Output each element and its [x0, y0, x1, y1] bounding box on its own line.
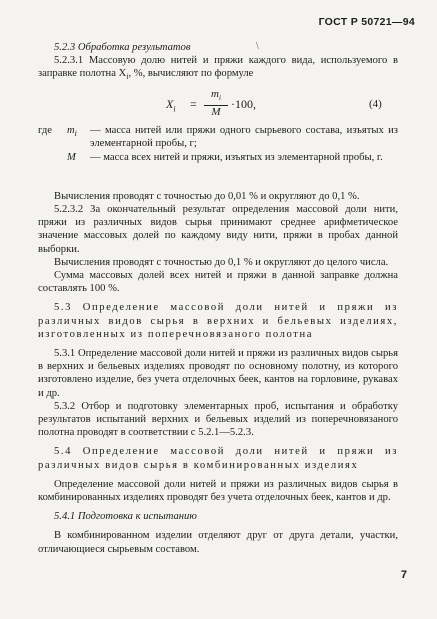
section-5-4-1-text: В комбинированном изделии отделяют друг от друга детали, участки, отличающиеся сырьевым составом.	[38, 530, 398, 555]
variable-definitions	[38, 124, 398, 190]
section-5-4-title: 5.4 Определение массовой доли нитей и пряжи из различных видов сырья в комбинированных изделиях	[38, 446, 398, 471]
section-5-4-1-title: 5.4.1 Подготовка к испытанию	[54, 511, 197, 523]
calc-precision-1: Вычисления проводят с точностью до 0,01 % и округляют до 0,1 %.	[54, 190, 360, 202]
section-5-3-2: 5.3.2 Отбор и подготовку элементарных проб, испытания и обработку результатов испытаний верхних и бельевых изделий из поперечновязаного полотна проводят в соответствии с 5.2.1—5.2.3.	[38, 400, 398, 439]
formula-fraction	[204, 88, 228, 119]
def-symbol-m: M	[67, 151, 76, 163]
section-5-4-text: Определение массовой доли нитей и пряжи из различных видов сырья в комбинированных изделиях проводят без учета отделочных беек, кантов и др.	[38, 478, 398, 503]
sum-requirement: Сумма массовых долей всех нитей и пряжи в данной заправке должна составлять 100 %.	[38, 269, 398, 295]
page-body	[38, 41, 398, 556]
where-label: где	[38, 124, 52, 136]
def-text-m: — масса всех нитей и пряжи, изъятых из элементарной пробы, г.	[90, 151, 383, 163]
section-5-2-3-1-text: 5.2.3.1 Массовую долю нитей и пряжи каждого вида, используемого в заправке полотна X	[38, 55, 398, 80]
section-5-3-title: 5.3 Определение массовой доли нитей и пряжи из различных видов сырья в верхних и бельевых изделиях, изготовленных из поперечновязаного полотна	[38, 302, 398, 340]
formula-equals: =	[190, 96, 197, 111]
page-number: 7	[400, 568, 407, 581]
formula-numerator: $m_i$	[204, 88, 228, 106]
formula-4	[38, 87, 398, 120]
def-text-mi: — масса нитей или пряжи одного сырьевого состава, изъятых из элементарной пробы, г;	[90, 124, 398, 149]
section-5-3-1: 5.3.1 Определение массовой доли нитей и пряжи из различных видов сырья в верхних и бельевых изделиях проводят по основному полотну, из которого изготовлено изделие, без учета отделочных беек, кантов на горловине, рукавах и др.	[38, 347, 398, 399]
section-5-2-3-title: 5.2.3 Обработка результатов	[54, 42, 191, 53]
formula-lhs: $X_i$	[166, 96, 176, 114]
calc-precision-2: Вычисления проводят с точностью до 0,1 % и округляют до целого числа.	[54, 256, 389, 268]
def-symbol-mi: $m_i$	[67, 124, 77, 138]
formula-denominator: M	[211, 105, 221, 118]
section-5-2-3-2: 5.2.3.2 За окончательный результат определения массовой доли нити, пряжи из различных видов сырья принимают среднее арифметическое значение массовых долей по каждому виду нити, пряжи в пробах данной выборки.	[38, 203, 398, 255]
standard-header: ГОСТ Р 50721—94	[318, 16, 415, 28]
var-subscript: i	[126, 72, 129, 82]
scan-mark: \	[256, 41, 259, 52]
formula-multiplier: ·100,	[231, 96, 256, 111]
section-5-2-3-1	[38, 54, 398, 84]
section-5-2-3-1-tail: , %, вычисляют по формуле	[128, 68, 254, 80]
formula-number: (4)	[369, 97, 382, 110]
